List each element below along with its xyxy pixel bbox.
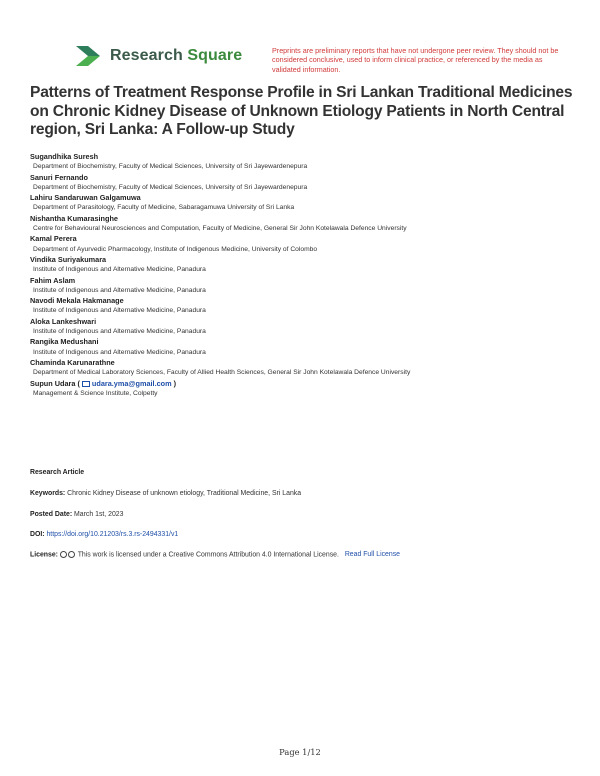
article-type: [30, 469, 575, 476]
keywords-label: Keywords:: [30, 490, 66, 497]
preprint-disclaimer: Preprints are preliminary reports that have not undergone peer review. They should not be considered conclusive, used to inform clinical practice, or referenced by the media as validated information.: [272, 46, 559, 74]
research-square-logo-icon: [74, 44, 102, 68]
logo-wordmark: [110, 47, 242, 65]
article-type-label: Research Article: [30, 469, 85, 476]
author-entry: [30, 296, 575, 317]
page-number: Page 1/12: [279, 747, 321, 757]
author-name: Chaminda Karunarathne: [30, 357, 115, 367]
corresponding-author-name: Supun Udara: [30, 378, 76, 388]
author-affiliation: Management & Science Institute, Colpetty: [33, 389, 158, 397]
logo-word-square: Square: [187, 47, 243, 64]
author-name: Nishantha Kumarasinghe: [30, 213, 118, 223]
author-entry: [30, 152, 575, 173]
author-affiliation: Institute of Indigenous and Alternative Medicine, Panadura: [33, 307, 206, 315]
author-affiliation: Department of Ayurvedic Pharmacology, Institute of Indigenous Medicine, University of Colombo: [33, 245, 318, 253]
author-name: Fahim Aslam: [30, 275, 76, 285]
keywords-line: [30, 490, 575, 497]
author-affiliation: Department of Biochemistry, Faculty of Medical Sciences, University of Sri Jayewardenepura: [33, 183, 308, 191]
paper-title: Patterns of Treatment Response Profile in Sri Lankan Traditional Medicines on Chronic Kidney Disease of Unknown Etiology Patients in North Central region, Sri Lanka: A Follow-up Study: [30, 84, 573, 138]
keywords-value: Chronic Kidney Disease of unknown etiology, Traditional Medicine, Sri Lanka: [67, 490, 302, 497]
license-line: [30, 551, 575, 558]
posted-date-value: March 1st, 2023: [74, 511, 124, 518]
author-entry: [30, 358, 575, 379]
author-list: [30, 152, 575, 399]
author-affiliation: Institute of Indigenous and Alternative Medicine, Panadura: [33, 266, 206, 274]
author-name: Aloka Lankeshwari: [30, 316, 97, 326]
author-name: Sugandhika Suresh: [30, 152, 99, 161]
attribution-icon: [68, 551, 75, 558]
corresponding-email-link[interactable]: [82, 379, 172, 388]
research-square-logo[interactable]: [74, 44, 242, 68]
author-entry: [30, 214, 575, 235]
author-affiliation: Centre for Behavioural Neurosciences and Computation, Faculty of Medicine, General Sir John Kotelawala Defence University: [33, 225, 407, 233]
envelope-icon: [82, 381, 90, 387]
author-name: Lahiru Sandaruwan Galgamuwa: [30, 193, 141, 203]
author-affiliation: Institute of Indigenous and Alternative Medicine, Panadura: [33, 286, 206, 294]
doi-line: [30, 531, 575, 538]
doi-label: DOI:: [30, 531, 45, 538]
author-entry: [30, 317, 575, 338]
corresponding-email: udara.yma@gmail.com: [91, 378, 172, 388]
author-entry: [30, 276, 575, 297]
author-affiliation: Institute of Indigenous and Alternative Medicine, Panadura: [33, 348, 206, 356]
license-text: This work is licensed under a Creative Commons Attribution 4.0 International License.: [77, 551, 339, 559]
open-paren: (: [77, 378, 80, 388]
author-entry: [30, 255, 575, 276]
close-paren: ): [173, 378, 177, 388]
author-affiliation: Department of Parasitology, Faculty of Medicine, Sabaragamuwa University of Sri Lanka: [33, 204, 295, 212]
author-name: Sanuri Fernando: [30, 172, 88, 182]
author-entry: [30, 173, 575, 194]
posted-date-line: [30, 511, 575, 518]
creative-commons-icon: [60, 551, 67, 558]
author-entry: [30, 234, 575, 255]
posted-date-label: Posted Date:: [30, 511, 73, 518]
logo-word-research: Research: [110, 47, 183, 64]
read-full-license-link[interactable]: Read Full License: [344, 551, 400, 559]
license-label: License:: [30, 551, 58, 559]
author-entry: [30, 337, 575, 358]
author-affiliation: Department of Biochemistry, Faculty of Medical Sciences, University of Sri Jayewardenepura: [33, 163, 308, 171]
author-affiliation: Department of Medical Laboratory Sciences, Faculty of Allied Health Sciences, General Sir John Kotelawala Defence University: [33, 369, 411, 377]
doi-link[interactable]: https://doi.org/10.21203/rs.3.rs-2494331/v1: [46, 531, 179, 538]
author-entry: [30, 193, 575, 214]
author-name: Navodi Mekala Hakmanage: [30, 296, 124, 306]
author-name: Kamal Perera: [30, 234, 77, 244]
corresponding-author-line: [30, 379, 575, 389]
corresponding-author-entry: [30, 379, 575, 400]
author-name: Vindika Suriyakumara: [30, 254, 107, 264]
author-name: Rangika Medushani: [30, 337, 99, 347]
author-affiliation: Institute of Indigenous and Alternative Medicine, Panadura: [33, 328, 206, 336]
